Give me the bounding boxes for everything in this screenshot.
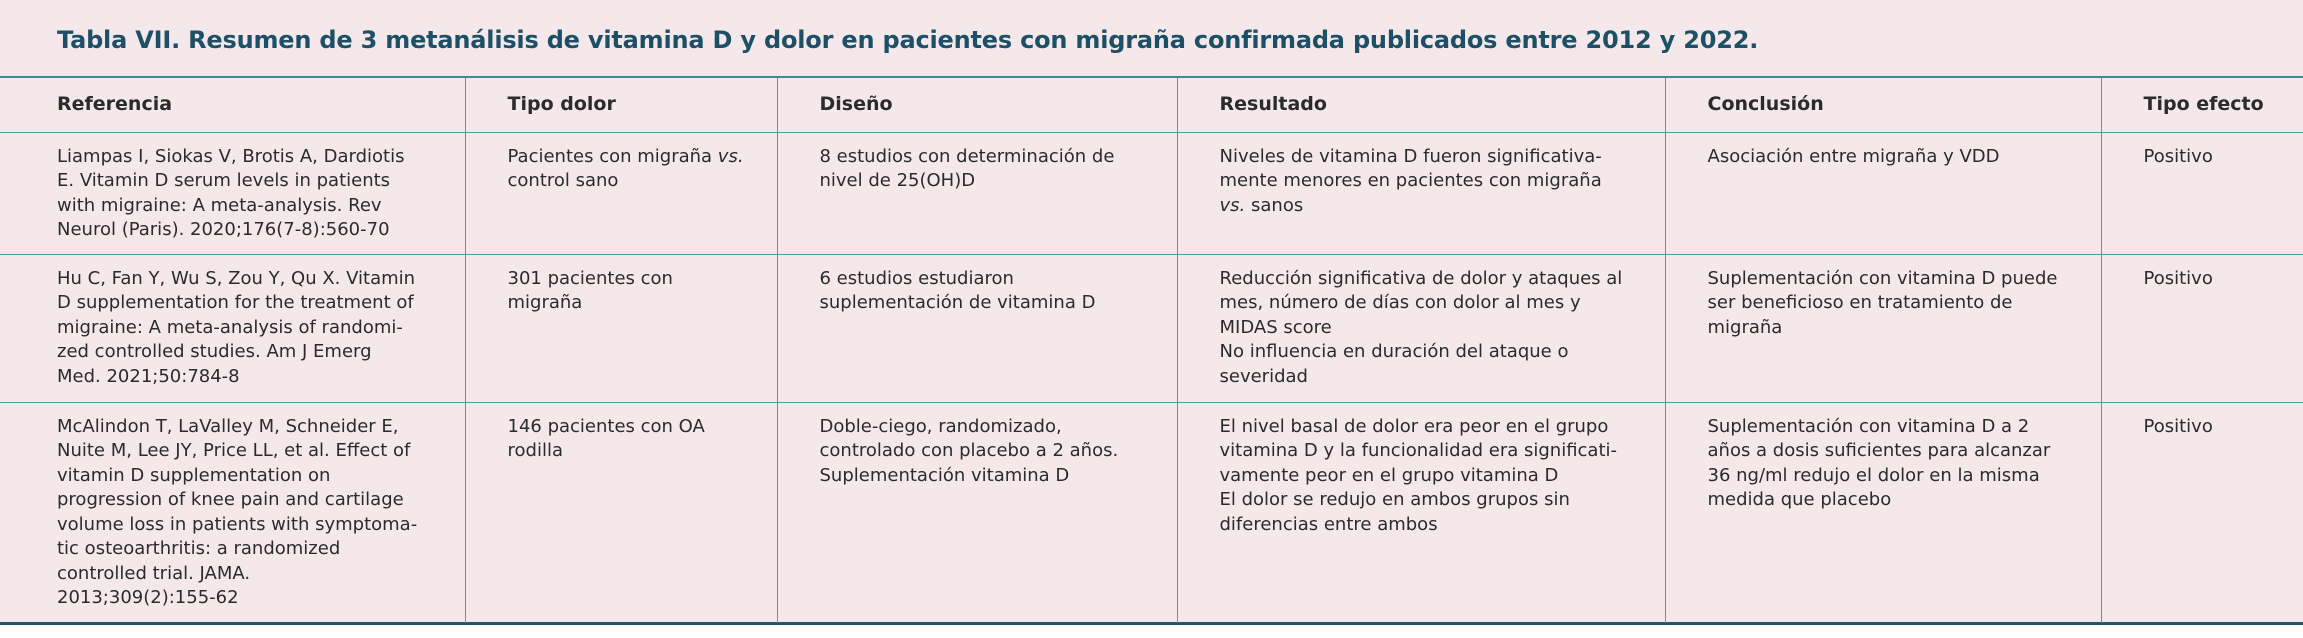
cell-line: migraine: A meta-analysis of randomi- — [57, 316, 403, 338]
cell-line: Hu C, Fan Y, Wu S, Zou Y, Qu X. Vitamin — [57, 267, 416, 289]
cell-line: zed controlled studies. Am J Emerg — [57, 341, 372, 362]
cell-line — [508, 145, 753, 170]
cell-line: años a dosis suficientes para alcanzar — [1707, 440, 2051, 461]
cell-line: El dolor se redujo en ambos grupos sin — [1219, 489, 1570, 510]
cell-referencia — [0, 402, 465, 623]
cell-line: severidad — [1219, 365, 1308, 387]
cell-line: mes, número de días con dolor al mes y — [1219, 292, 1581, 313]
cell-line: nivel de 25(OH)D — [819, 170, 976, 191]
cell-line: medida que placebo — [1707, 489, 1892, 510]
cell-line: Neurol (Paris). 2020;176(7-8):560-70 — [57, 219, 390, 240]
table-row — [0, 402, 2303, 623]
header-referencia: Referencia — [0, 78, 465, 132]
cell-line: migraña — [507, 292, 583, 313]
cell-line: McAlindon T, LaValley M, Schneider E, — [57, 415, 399, 437]
cell-line: volume loss in patients with symptoma- — [57, 513, 418, 535]
summary-table — [0, 78, 2303, 623]
cell-line: Niveles de vitamina D fueron significativa- — [1219, 145, 1602, 167]
header-tipo-dolor: Tipo dolor — [465, 78, 777, 132]
text-part: sanos — [1251, 194, 1304, 216]
cell-line: diferencias entre ambos — [1219, 513, 1438, 535]
cell-line: 146 pacientes con OA — [507, 415, 705, 437]
cell-line: vitamin D supplementation on — [57, 464, 331, 486]
text-italic: vs. — [1219, 194, 1246, 216]
cell-line: controlled trial. JAMA. — [57, 562, 251, 584]
cell-diseno — [777, 402, 1177, 623]
header-row — [0, 78, 2303, 132]
cell-line: El nivel basal de dolor era peor en el grupo — [1219, 415, 1609, 437]
table-caption: Tabla VII. Resumen de 3 metanálisis de vitamina D y dolor en pacientes con migraña confirmada publicados entre 2012 y 2022. — [0, 0, 2303, 78]
cell-line: 301 pacientes con — [507, 267, 673, 289]
cell-line: tic osteoarthritis: a randomized — [57, 538, 341, 559]
cell-line: Suplementación con vitamina D puede — [1707, 267, 2058, 289]
table-row — [0, 132, 2303, 254]
cell-line: Med. 2021;50:784-8 — [57, 365, 240, 387]
table-row — [0, 254, 2303, 402]
cell-line: suplementación de vitamina D — [819, 292, 1096, 313]
cell-resultado — [1177, 402, 1665, 623]
cell-line: 6 estudios estudiaron — [819, 267, 1014, 289]
cell-line: Suplementación con vitamina D a 2 — [1707, 415, 2030, 437]
cell-referencia — [0, 254, 465, 402]
cell-line: No influencia en duración del ataque o — [1219, 341, 1569, 362]
cell-conclusion — [1665, 254, 2101, 402]
cell-line: migraña — [1707, 316, 1783, 338]
cell-line: controlado con placebo a 2 años. — [819, 440, 1119, 461]
cell-diseno — [777, 132, 1177, 254]
cell-diseno — [777, 254, 1177, 402]
cell-resultado — [1177, 254, 1665, 402]
cell-tipo-efecto: Positivo — [2101, 254, 2303, 402]
cell-line: Liampas I, Siokas V, Brotis A, Dardiotis — [57, 145, 405, 167]
cell-line: 2013;309(2):155-62 — [57, 587, 239, 608]
text-italic: vs. — [717, 145, 744, 167]
cell-line: with migraine: A meta-analysis. Rev — [57, 194, 382, 216]
cell-conclusion — [1665, 402, 2101, 623]
cell-line: Nuite M, Lee JY, Price LL, et al. Effect of — [57, 440, 411, 461]
cell-tipo-dolor — [465, 254, 777, 402]
cell-resultado — [1177, 132, 1665, 254]
cell-line: rodilla — [507, 440, 563, 461]
cell-line: Doble-ciego, randomizado, — [819, 415, 1062, 437]
cell-conclusion — [1665, 132, 2101, 254]
cell-referencia — [0, 132, 465, 254]
cell-tipo-efecto: Positivo — [2101, 402, 2303, 623]
cell-line: ser beneficioso en tratamiento de — [1707, 292, 2013, 313]
text-part: Pacientes con migraña — [507, 145, 713, 167]
cell-line: 8 estudios con determinación de — [819, 145, 1115, 167]
header-tipo-efecto: Tipo efecto — [2101, 78, 2303, 132]
cell-line: Reducción significativa de dolor y ataques al — [1219, 267, 1623, 289]
cell-line: 36 ng/ml redujo el dolor en la misma — [1707, 464, 2040, 486]
header-diseno: Diseño — [777, 78, 1177, 132]
cell-line: mente menores en pacientes con migraña — [1219, 170, 1602, 191]
cell-line: control sano — [507, 170, 619, 191]
cell-tipo-dolor — [465, 402, 777, 623]
cell-tipo-efecto: Positivo — [2101, 132, 2303, 254]
cell-line: MIDAS score — [1219, 316, 1332, 338]
header-conclusion: Conclusión — [1665, 78, 2101, 132]
cell-line: vamente peor en el grupo vitamina D — [1219, 464, 1559, 486]
cell-line: Asociación entre migraña y VDD — [1707, 145, 2000, 167]
cell-line — [1220, 194, 1641, 219]
cell-line: progression of knee pain and cartilage — [57, 489, 404, 510]
header-resultado: Resultado — [1177, 78, 1665, 132]
cell-line: Suplementación vitamina D — [819, 464, 1070, 486]
cell-line: D supplementation for the treatment of — [57, 292, 414, 313]
cell-line: vitamina D y la funcionalidad era significati- — [1219, 440, 1618, 461]
cell-tipo-dolor — [465, 132, 777, 254]
cell-line: E. Vitamin D serum levels in patients — [57, 170, 391, 191]
